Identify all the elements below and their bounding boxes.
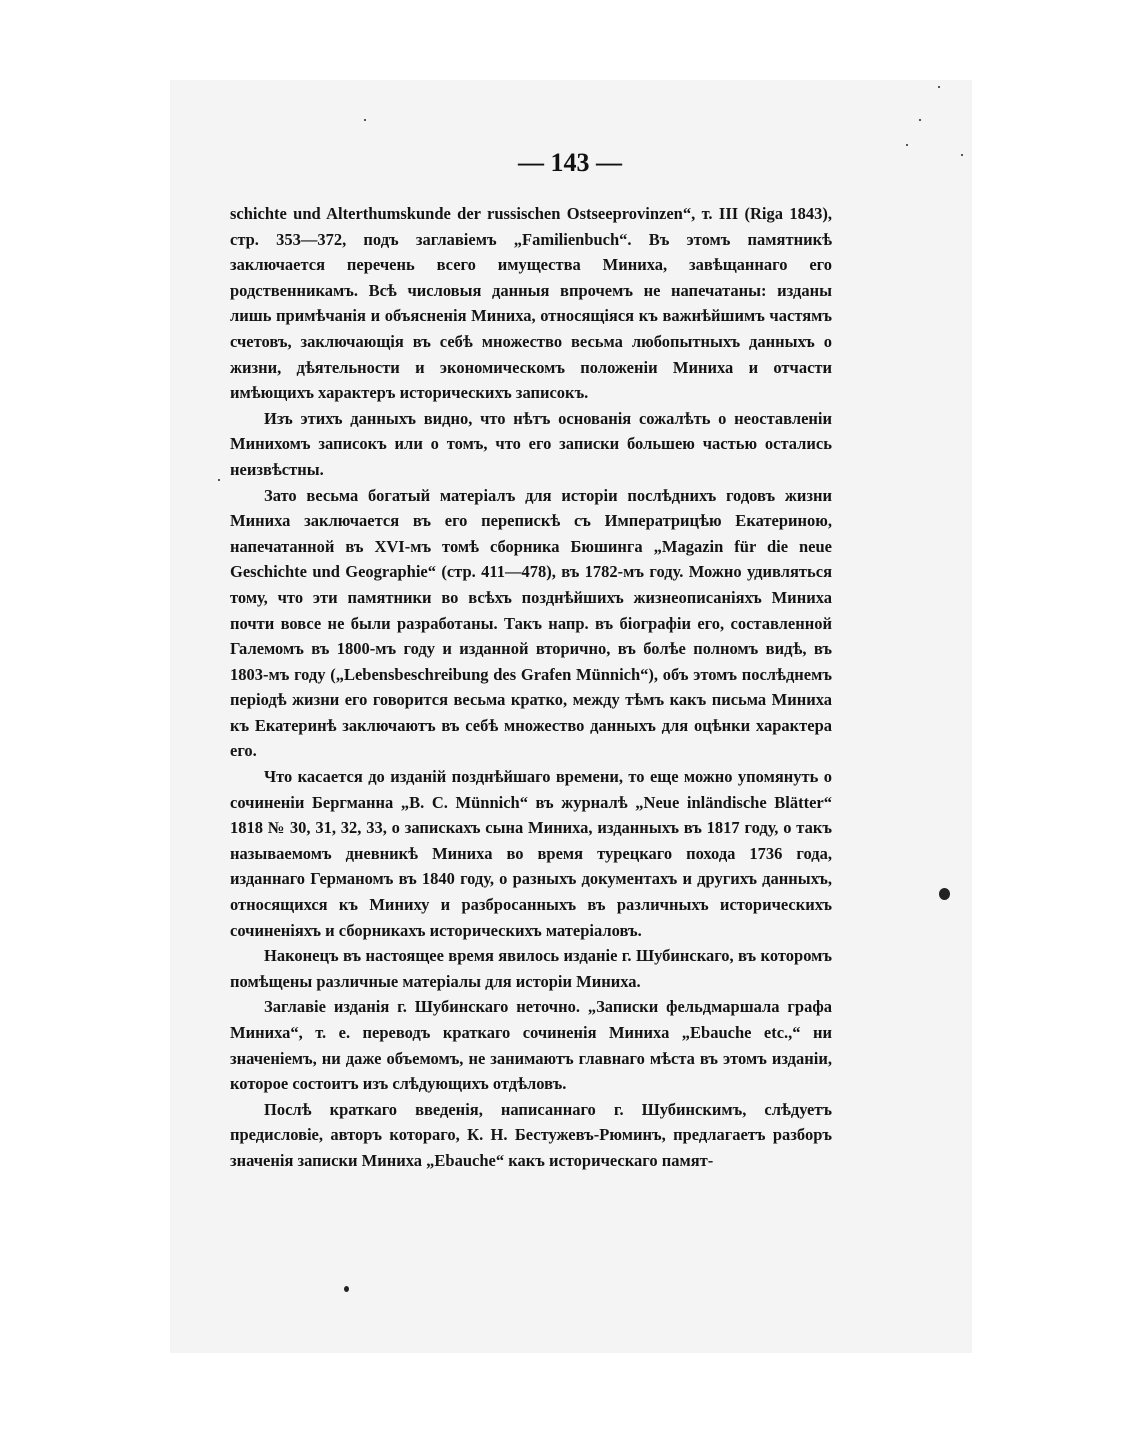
body-text: [230, 201, 832, 1174]
scan-speck: [938, 86, 940, 88]
paragraph-4: Что касается до изданій позднѣйшаго времени, то еще можно упомянуть о сочиненіи Бергманна „B. C. Münnich“ въ журналѣ „Neue inländische Blätter“ 1818 № 30, 31, 32, 33, о запискахъ сына Миниха, изданныхъ въ 1817 году, о такъ называемомъ дневникѣ Миниха во время турецкаго похода 1736 года, изданнаго Германомъ въ 1840 году, о разныхъ документахъ и другихъ данныхъ, относящихся къ Миниху и разбросанныхъ въ различныхъ историческихъ сочиненіяхъ и сборникахъ историческихъ матеріаловъ.: [230, 767, 832, 940]
scan-speck: [344, 1286, 349, 1292]
scan-speck: [939, 888, 950, 900]
paragraph-2: Изъ этихъ данныхъ видно, что нѣтъ основанія сожалѣть о неоставленіи Минихомъ записокъ или о томъ, что его записки большею частью остались неизвѣстны.: [230, 408, 832, 479]
paragraph-6: Заглавіе изданія г. Шубинскаго неточно. „Записки фельдмаршала графа Миниха“, т. е. переводъ краткаго сочиненія Миниха „Ebauche etc.,“ ни значеніемъ, ни даже объемомъ, не занимаютъ главнаго мѣста въ этомъ изданіи, которое состоитъ изъ слѣдующихъ отдѣловъ.: [230, 997, 832, 1094]
scan-speck: [218, 479, 220, 481]
scan-speck: [906, 144, 908, 146]
scan-speck: [919, 119, 921, 121]
page-number: — 143 —: [518, 148, 622, 177]
scan-speck: [364, 119, 366, 121]
paragraph-5: Наконецъ въ настоящее время явилось изданіе г. Шубинскаго, въ которомъ помѣщены различные матеріалы для исторіи Миниха.: [230, 946, 832, 991]
paragraph-1: schichte und Alterthumskunde der russischen Ostseeprovinzen“, т. III (Riga 1843), стр. 353—372, подъ заглавіемъ „Familienbuch“. Въ этомъ памятникѣ заключается перечень всего имущества Миниха, завѣщаннаго его родственникамъ. Всѣ числовыя данныя впрочемъ не напечатаны: изданы лишь примѣчанія и объясненія Миниха, относящіяся къ важнѣйшимъ частямъ счетовъ, заключающія въ себѣ множество весьма любопытныхъ данныхъ о жизни, дѣятельности и экономическомъ положеніи Миниха и отчасти имѣющихъ характеръ историческихъ записокъ.: [230, 204, 832, 403]
paragraph-7: Послѣ краткаго введенія, написаннаго г. Шубинскимъ, слѣдуетъ предисловіе, авторъ котораго, К. Н. Бестужевъ-Рюминъ, предлагаетъ разборъ значенія записки Миниха „Ebauche“ какъ историческаго памят-: [230, 1099, 832, 1170]
scan-speck: [961, 154, 963, 156]
paragraph-3: Зато весьма богатый матеріалъ для исторіи послѣднихъ годовъ жизни Миниха заключается въ его перепискѣ съ Императрицѣю Екатериною, напечатанной въ XVI-мъ томѣ сборника Бюшинга „Magazin für die neue Geschichte und Geographie“ (стр. 411—478), въ 1782-мъ году. Можно удивляться тому, что эти памятники во всѣхъ позднѣйшихъ жизнеописаніяхъ Миниха почти вовсе не были разработаны. Такъ напр. въ біографіи его, составленной Галемомъ въ 1800-мъ году и изданной вторично, въ болѣе полномъ видѣ, въ 1803-мъ году („Lebensbeschreibung des Grafen Münnich“), объ этомъ послѣднемъ періодѣ жизни его говорится весьма кратко, между тѣмъ какъ письма Миниха къ Екатеринѣ заключаютъ въ себѣ множество данныхъ для оцѣнки характера его.: [230, 485, 832, 761]
